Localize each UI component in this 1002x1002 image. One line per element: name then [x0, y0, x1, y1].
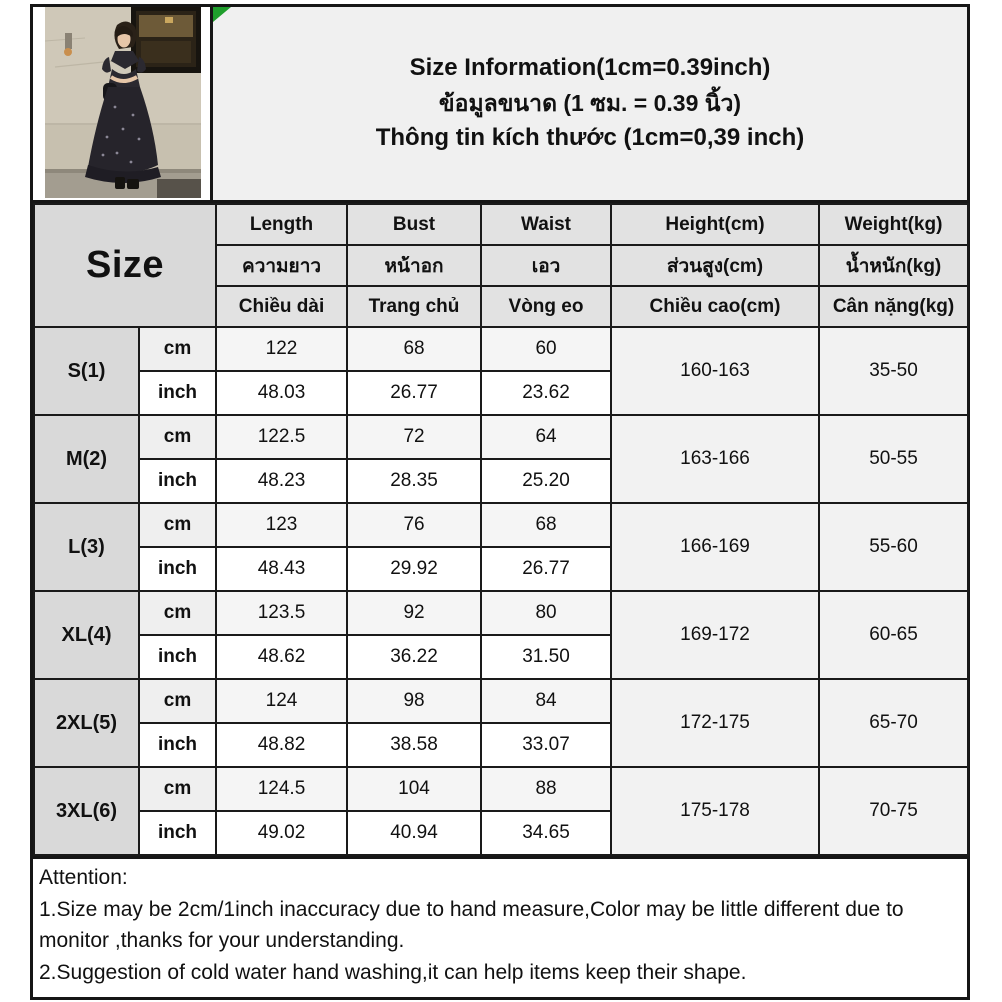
bust-cm-value: 98	[347, 679, 481, 723]
green-corner-marker	[213, 7, 231, 22]
waist-inch-value: 25.20	[481, 459, 611, 503]
table-row-cm	[34, 503, 968, 547]
waist-cm-value: 88	[481, 767, 611, 811]
length-inch-value: 48.03	[216, 371, 347, 415]
header-length-vi: Chiều dài	[216, 286, 347, 327]
waist-inch-value: 26.77	[481, 547, 611, 591]
unit-label-inch: inch	[139, 459, 216, 503]
unit-label-inch: inch	[139, 635, 216, 679]
unit-label-cm: cm	[139, 679, 216, 723]
attention-box	[33, 856, 967, 997]
height-range-value: 166-169	[611, 503, 819, 591]
length-inch-value: 48.62	[216, 635, 347, 679]
header-height-th: ส่วนสูง(cm)	[611, 245, 819, 286]
size-table-body	[34, 327, 968, 855]
table-row-cm	[34, 591, 968, 635]
header-length-th: ความยาว	[216, 245, 347, 286]
title-thai: ข้อมูลขนาด (1 ซม. = 0.39 นิ้ว)	[438, 89, 742, 116]
table-row-cm	[34, 679, 968, 723]
size-chart-sheet	[30, 4, 970, 1000]
waist-cm-value: 84	[481, 679, 611, 723]
height-range-value: 160-163	[611, 327, 819, 415]
waist-cm-value: 64	[481, 415, 611, 459]
unit-label-cm: cm	[139, 327, 216, 371]
header-length-en: Length	[216, 204, 347, 245]
size-table-header	[34, 204, 968, 327]
height-range-value: 172-175	[611, 679, 819, 767]
unit-label-cm: cm	[139, 415, 216, 459]
weight-range-value: 70-75	[819, 767, 968, 855]
size-label: S(1)	[34, 327, 139, 415]
length-cm-value: 124	[216, 679, 347, 723]
size-label: 2XL(5)	[34, 679, 139, 767]
title-vietnamese: Thông tin kích thước (1cm=0,39 inch)	[375, 124, 805, 152]
header-weight-th: น้ำหนัก(kg)	[819, 245, 968, 286]
attention-line-2: 2.Suggestion of cold water hand washing,it can help items keep their shape.	[39, 960, 747, 984]
corner-size-label: Size	[34, 204, 216, 327]
bust-cm-value: 92	[347, 591, 481, 635]
header-weight-vi: Cân nặng(kg)	[819, 286, 968, 327]
waist-inch-value: 34.65	[481, 811, 611, 855]
length-cm-value: 122	[216, 327, 347, 371]
size-label: M(2)	[34, 415, 139, 503]
header-bust-th: หน้าอก	[347, 245, 481, 286]
product-photo	[45, 7, 201, 198]
length-inch-value: 48.82	[216, 723, 347, 767]
unit-label-inch: inch	[139, 547, 216, 591]
unit-label-cm: cm	[139, 767, 216, 811]
unit-label-inch: inch	[139, 371, 216, 415]
length-cm-value: 122.5	[216, 415, 347, 459]
bust-cm-value: 72	[347, 415, 481, 459]
length-cm-value: 123.5	[216, 591, 347, 635]
header-height-vi: Chiều cao(cm)	[611, 286, 819, 327]
table-row-cm	[34, 415, 968, 459]
height-range-value: 175-178	[611, 767, 819, 855]
waist-inch-value: 31.50	[481, 635, 611, 679]
attention-line-1: 1.Size may be 2cm/1inch inaccuracy due to hand measure,Color may be little different due to monitor ,thanks for your understanding.	[39, 897, 904, 952]
waist-cm-value: 68	[481, 503, 611, 547]
table-row-cm	[34, 327, 968, 371]
header-waist-th: เอว	[481, 245, 611, 286]
size-table	[33, 203, 969, 856]
header-waist-vi: Vòng eo	[481, 286, 611, 327]
bust-inch-value: 38.58	[347, 723, 481, 767]
product-photo-area	[33, 7, 210, 200]
title-english: Size Information(1cm=0.39inch)	[409, 54, 771, 82]
table-row-cm	[34, 767, 968, 811]
bust-inch-value: 26.77	[347, 371, 481, 415]
length-cm-value: 123	[216, 503, 347, 547]
weight-range-value: 65-70	[819, 679, 968, 767]
bust-inch-value: 40.94	[347, 811, 481, 855]
bust-inch-value: 36.22	[347, 635, 481, 679]
unit-label-cm: cm	[139, 591, 216, 635]
header-bust-vi: Trang chủ	[347, 286, 481, 327]
height-range-value: 169-172	[611, 591, 819, 679]
unit-label-inch: inch	[139, 811, 216, 855]
header-bust-en: Bust	[347, 204, 481, 245]
title-box	[210, 7, 967, 200]
weight-range-value: 50-55	[819, 415, 968, 503]
weight-range-value: 35-50	[819, 327, 968, 415]
waist-cm-value: 60	[481, 327, 611, 371]
length-inch-value: 49.02	[216, 811, 347, 855]
top-section	[33, 7, 967, 203]
size-label: 3XL(6)	[34, 767, 139, 855]
waist-inch-value: 23.62	[481, 371, 611, 415]
bust-cm-value: 76	[347, 503, 481, 547]
bust-inch-value: 28.35	[347, 459, 481, 503]
attention-title: Attention:	[39, 866, 128, 889]
unit-label-inch: inch	[139, 723, 216, 767]
unit-label-cm: cm	[139, 503, 216, 547]
height-range-value: 163-166	[611, 415, 819, 503]
bust-cm-value: 104	[347, 767, 481, 811]
length-inch-value: 48.23	[216, 459, 347, 503]
weight-range-value: 55-60	[819, 503, 968, 591]
waist-inch-value: 33.07	[481, 723, 611, 767]
header-height-en: Height(cm)	[611, 204, 819, 245]
length-cm-value: 124.5	[216, 767, 347, 811]
length-inch-value: 48.43	[216, 547, 347, 591]
bust-inch-value: 29.92	[347, 547, 481, 591]
size-label: XL(4)	[34, 591, 139, 679]
header-waist-en: Waist	[481, 204, 611, 245]
bust-cm-value: 68	[347, 327, 481, 371]
waist-cm-value: 80	[481, 591, 611, 635]
size-label: L(3)	[34, 503, 139, 591]
header-weight-en: Weight(kg)	[819, 204, 968, 245]
weight-range-value: 60-65	[819, 591, 968, 679]
